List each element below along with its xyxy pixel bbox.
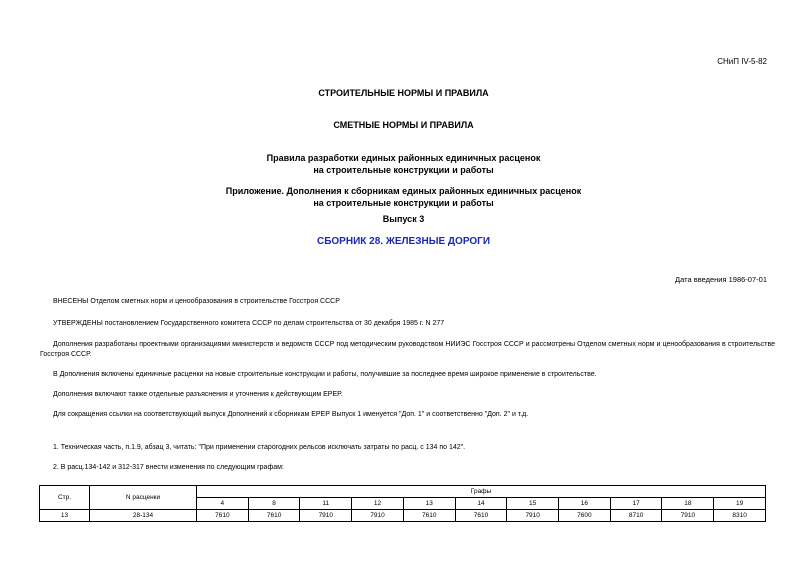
paragraph-approved: УТВЕРЖДЕНЫ постановлением Государственного комитета СССР по делам строительства от 30 декабря 1985 г. N 277 xyxy=(53,320,445,327)
graph-number: 16 xyxy=(559,498,611,510)
cell-value: 7610 xyxy=(403,510,455,522)
document-code: СНиП IV-5-82 xyxy=(717,57,767,66)
graph-number: 4 xyxy=(197,498,249,510)
table-row xyxy=(40,510,766,522)
cell-value: 7910 xyxy=(662,510,714,522)
graph-number: 12 xyxy=(352,498,404,510)
header-page: Стр. xyxy=(40,486,90,510)
cell-value: 7910 xyxy=(352,510,404,522)
paragraph-included: В Дополнения включены единичные расценки на новые строительные конструкции и работы, получившие за последнее время широкое применение в строительстве. xyxy=(53,371,597,378)
title-rules-line1: Правила разработки единых районных единичных расценок xyxy=(266,153,541,163)
title-appendix-line2: на строительные конструкции и работы xyxy=(313,198,494,208)
effective-date: Дата введения 1986-07-01 xyxy=(675,275,767,284)
collection-title: СБОРНИК 28. ЖЕЛЕЗНЫЕ ДОРОГИ xyxy=(316,236,491,247)
graph-number: 19 xyxy=(714,498,766,510)
cell-rate: 28-134 xyxy=(90,510,197,522)
title-appendix xyxy=(0,185,807,209)
paragraph-item-2: 2. В расц.134-142 и 312-317 внести изменения по следующим графам: xyxy=(53,464,284,471)
cell-value: 7910 xyxy=(300,510,352,522)
cell-value: 8310 xyxy=(714,510,766,522)
title-appendix-line1: Приложение. Дополнения к сборникам единых районных единичных расценок xyxy=(225,186,582,196)
graph-number: 11 xyxy=(300,498,352,510)
cell-value: 7600 xyxy=(559,510,611,522)
issue-title: Выпуск 3 xyxy=(382,214,425,224)
paragraph-developed: Дополнения разработаны проектными организациями министерств и ведомств СССР под методическим руководством НИИЭС Госстроя СССР и рассмотрены Отделом сметных норм и ценообразования в строительстве Госстроя СССР. xyxy=(40,341,775,358)
title-rules-line2: на строительные конструкции и работы xyxy=(313,165,494,175)
paragraph-abbreviations: Для сокращения ссылки на соответствующий выпуск Дополнений к сборникам ЕРЕР Выпуск 1 именуется "Доп. 1" и соответственно "Доп. 2" и т.д. xyxy=(53,411,529,418)
title-rules xyxy=(0,152,807,176)
cell-value: 7610 xyxy=(455,510,507,522)
rates-table xyxy=(39,485,766,522)
cell-value: 8710 xyxy=(610,510,662,522)
graph-number: 8 xyxy=(248,498,300,510)
title-estimate-norms: СМЕТНЫЕ НОРМЫ И ПРАВИЛА xyxy=(333,120,474,130)
cell-value: 7610 xyxy=(197,510,249,522)
graph-number: 14 xyxy=(455,498,507,510)
paragraph-clarifications: Дополнения включают также отдельные разъяснения и уточнения к действующим ЕРЕР. xyxy=(53,391,343,398)
graph-number: 17 xyxy=(610,498,662,510)
graph-number: 13 xyxy=(403,498,455,510)
title-building-norms: СТРОИТЕЛЬНЫЕ НОРМЫ И ПРАВИЛА xyxy=(318,88,489,98)
cell-value: 7610 xyxy=(248,510,300,522)
graph-number: 15 xyxy=(507,498,559,510)
graph-number: 18 xyxy=(662,498,714,510)
table-header-row xyxy=(40,486,766,498)
paragraph-introduced: ВНЕСЕНЫ Отделом сметных норм и ценообразования в строительстве Госстроя СССР xyxy=(53,298,340,305)
cell-page: 13 xyxy=(40,510,90,522)
header-rate-number: N расценки xyxy=(90,486,197,510)
header-graphs: Графы xyxy=(197,486,766,498)
cell-value: 7910 xyxy=(507,510,559,522)
paragraph-item-1: 1. Техническая часть, п.1.9, абзац 3, читать: "При применении старогодних рельсов исключать затраты по расц. с 134 по 142". xyxy=(53,444,466,451)
